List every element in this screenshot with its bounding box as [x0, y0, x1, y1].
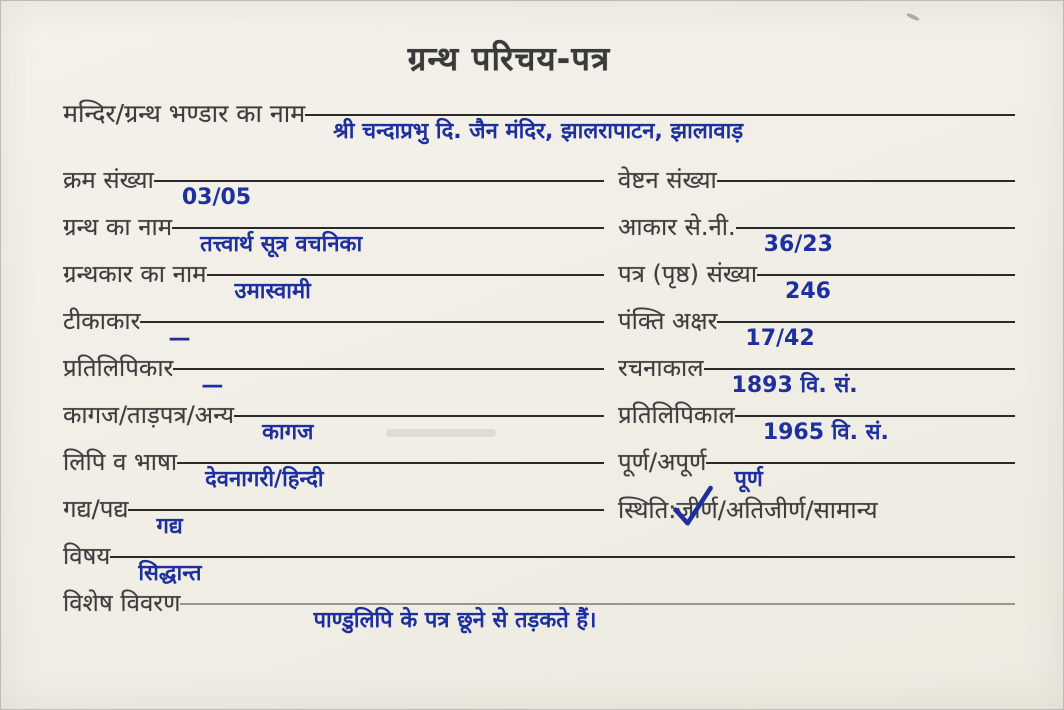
right-column — [618, 164, 1015, 540]
material-value: कागज — [262, 420, 314, 445]
folio-count-fill-line — [757, 274, 1015, 305]
complete-incomplete-label: पूर्ण/अपूर्ण — [618, 448, 707, 476]
composition-date-label: रचनाकाल — [618, 354, 704, 382]
serial-number-fill-line — [154, 180, 604, 211]
folio-count-value: 246 — [785, 279, 831, 304]
field-lines-letters — [618, 305, 1015, 352]
copyist-label: प्रतिलिपिकार — [63, 354, 174, 382]
copyist-fill-line — [173, 368, 604, 399]
condition-option-samanya: सामान्य — [813, 496, 878, 524]
folio-count-label: पत्र (पृष्ठ) संख्या — [618, 260, 758, 288]
condition-prefix: स्थिति: — [618, 496, 677, 524]
field-serial-number — [63, 164, 604, 211]
bottom-area — [63, 540, 1015, 634]
copy-date-label: प्रतिलिपिकाल — [618, 401, 735, 429]
temple-name-fill-line — [305, 114, 1015, 145]
field-copyist — [63, 352, 604, 399]
field-subject — [63, 540, 1015, 587]
subject-value: सिद्धान्त — [138, 561, 202, 586]
condition-option-jirn: जीर्ण — [676, 496, 718, 524]
field-material — [63, 399, 604, 446]
field-prose-verse — [63, 493, 604, 540]
copy-date-fill-line — [735, 415, 1015, 446]
subject-label: विषय — [63, 542, 111, 570]
field-temple-name — [63, 98, 1015, 160]
field-special-remarks — [63, 587, 1015, 634]
subject-fill-line — [110, 556, 1015, 587]
field-commentator — [63, 305, 604, 352]
scan-speck — [906, 12, 920, 22]
composition-date-value: 1893 वि. सं. — [731, 373, 858, 398]
size-cm-value: 36/23 — [763, 232, 833, 257]
size-cm-fill-line — [736, 227, 1015, 258]
bundle-number-label: वेष्टन संख्या — [618, 166, 717, 194]
composition-date-fill-line — [704, 368, 1015, 399]
commentator-value: — — [168, 326, 190, 351]
complete-incomplete-value: पूर्ण — [734, 467, 763, 492]
field-manuscript-name — [63, 211, 604, 258]
field-size-cm — [618, 211, 1015, 258]
commentator-fill-line — [140, 321, 604, 352]
script-language-value: देवनागरी/हिन्दी — [205, 467, 324, 492]
script-language-label: लिपि व भाषा — [63, 448, 178, 476]
special-remarks-value: पाण्डुलिपि के पत्र छूने से तड़कते हैं। — [313, 608, 597, 633]
size-cm-label: आकार से.नी. — [618, 213, 736, 241]
special-remarks-fill-line — [180, 603, 1015, 634]
serial-number-value: 03/05 — [181, 185, 252, 210]
temple-name-value: श्री चन्दाप्रभु दि. जैन मंदिर, झालरापाटन, झालावाड़ — [333, 119, 744, 144]
left-column — [63, 164, 618, 540]
lines-letters-value: 17/42 — [745, 326, 815, 351]
temple-name-label: मन्दिर/ग्रन्थ भण्डार का नाम — [63, 99, 306, 128]
serial-number-label: क्रम संख्या — [63, 166, 154, 194]
field-script-language — [63, 446, 604, 493]
field-composition-date — [618, 352, 1015, 399]
author-name-fill-line — [207, 274, 604, 305]
commentator-label: टीकाकार — [63, 307, 141, 335]
script-language-fill-line — [177, 462, 604, 493]
condition-option-checked — [676, 493, 717, 527]
field-complete-incomplete — [618, 446, 1015, 493]
prose-verse-value: गद्य — [156, 514, 183, 539]
copy-date-value: 1965 वि. सं. — [762, 420, 889, 445]
manuscript-name-fill-line — [172, 227, 604, 258]
field-condition — [618, 493, 1015, 540]
condition-option-atijirn: अतिजीर्ण — [725, 496, 806, 524]
condition-label — [618, 493, 878, 527]
prose-verse-fill-line — [128, 509, 604, 540]
manuscript-name-label: ग्रन्थ का नाम — [63, 213, 173, 241]
special-remarks-label: विशेष विवरण — [63, 589, 181, 617]
lines-letters-fill-line — [717, 321, 1015, 352]
copyist-value: — — [201, 373, 223, 398]
field-bundle-number — [618, 164, 1015, 211]
author-name-label: ग्रन्थकार का नाम — [63, 260, 207, 288]
form-title: ग्रन्थ परिचय-पत्र — [407, 39, 611, 78]
field-folio-count — [618, 258, 1015, 305]
lines-letters-label: पंक्ति अक्षर — [618, 307, 718, 335]
field-author-name — [63, 258, 604, 305]
author-name-value: उमास्वामी — [234, 279, 311, 304]
condition-sep-1: / — [717, 496, 726, 524]
manuscript-name-value: तत्त्वार्थ सूत्र वचनिका — [200, 232, 363, 257]
scan-smudge — [386, 429, 496, 437]
bundle-number-fill-line — [717, 180, 1015, 210]
two-column-area — [63, 164, 1015, 540]
prose-verse-label: गद्य/पद्य — [63, 495, 129, 523]
field-copy-date — [618, 399, 1015, 446]
condition-sep-2: / — [805, 496, 814, 524]
material-label: कागज/ताड़पत्र/अन्य — [63, 401, 235, 429]
complete-incomplete-fill-line — [706, 462, 1015, 493]
